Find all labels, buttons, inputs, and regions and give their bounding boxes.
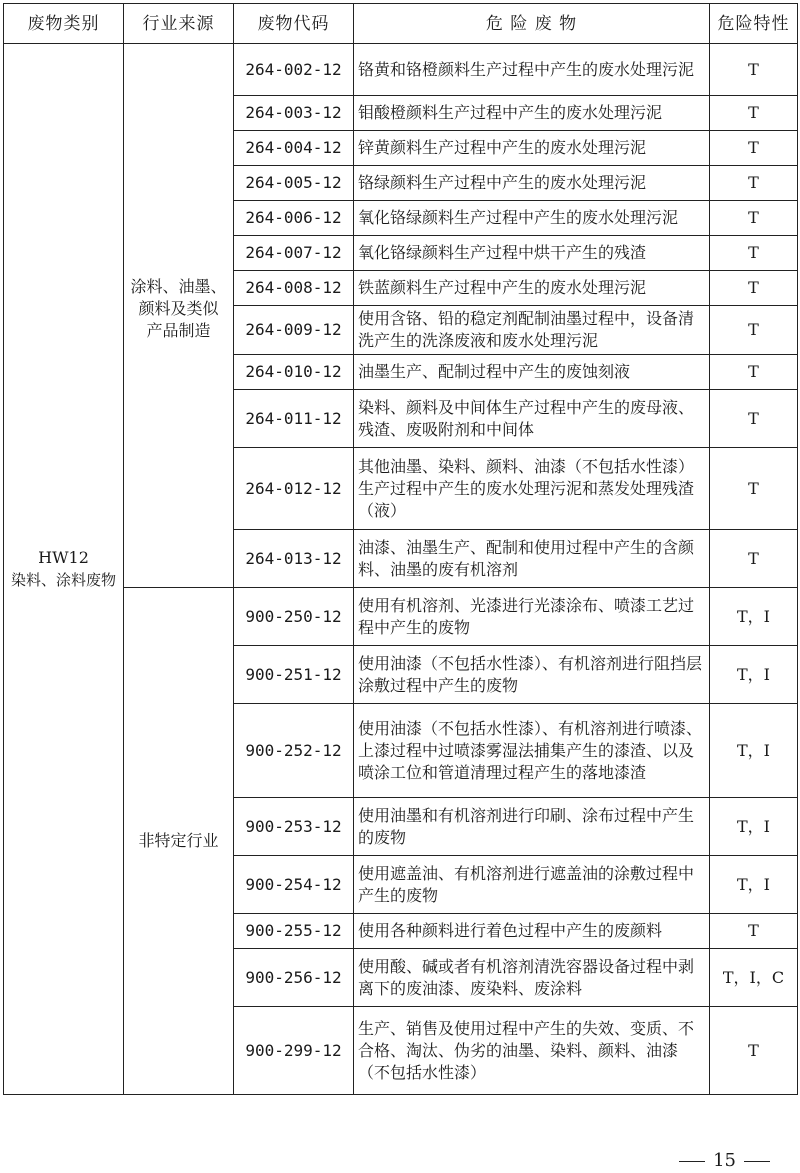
waste-description-cell: 铬黄和铬橙颜料生产过程中产生的废水处理污泥 [354, 44, 710, 96]
hazard-property-cell: T [710, 166, 798, 201]
waste-description-cell: 油墨生产、配制过程中产生的废蚀刻液 [354, 355, 710, 390]
industry-source-line: 非特定行业 [138, 831, 219, 850]
waste-category-cell [4, 44, 124, 1095]
waste-description-cell: 使用各种颜料进行着色过程中产生的废颜料 [354, 914, 710, 949]
waste-description-cell: 生产、销售及使用过程中产生的失效、变质、不合格、淘汰、伪劣的油墨、染料、颜料、油漆（不包括水性漆） [354, 1007, 710, 1095]
header-category: 废物类别 [4, 4, 124, 44]
waste-description-cell: 氧化铬绿颜料生产过程中产生的废水处理污泥 [354, 201, 710, 236]
waste-category-name: 染料、涂料废物 [10, 571, 116, 589]
waste-code-cell: 264-009-12 [234, 306, 354, 355]
hazard-property-cell: T [710, 448, 798, 530]
hazard-property-cell: T [710, 914, 798, 949]
hazard-property-cell: T [710, 96, 798, 131]
industry-source-cell [124, 44, 234, 588]
waste-code-cell: 900-256-12 [234, 949, 354, 1007]
waste-description-cell: 锌黄颜料生产过程中产生的废水处理污泥 [354, 131, 710, 166]
page-dash-right [744, 1161, 770, 1162]
waste-code-cell: 264-005-12 [234, 166, 354, 201]
page-number [671, 1150, 778, 1171]
hazard-property-cell: T，I [710, 588, 798, 646]
hazard-property-cell: T，I [710, 798, 798, 856]
waste-code-cell: 264-007-12 [234, 236, 354, 271]
waste-description-cell: 使用油漆（不包括水性漆）、有机溶剂进行阻挡层涂敷过程中产生的废物 [354, 646, 710, 704]
hazardous-waste-table [3, 3, 798, 1095]
hazard-property-cell: T [710, 306, 798, 355]
waste-description-cell: 其他油墨、染料、颜料、油漆（不包括水性漆）生产过程中产生的废水处理污泥和蒸发处理残渣（液） [354, 448, 710, 530]
waste-code-cell: 900-252-12 [234, 704, 354, 798]
waste-category-code: HW12 [38, 548, 89, 567]
waste-description-cell: 油漆、油墨生产、配制和使用过程中产生的含颜料、油墨的废有机溶剂 [354, 530, 710, 588]
waste-description-cell: 使用油墨和有机溶剂进行印刷、涂布过程中产生的废物 [354, 798, 710, 856]
waste-code-cell: 264-002-12 [234, 44, 354, 96]
hazard-property-cell: T [710, 530, 798, 588]
hazard-property-cell: T，I [710, 704, 798, 798]
waste-code-cell: 900-253-12 [234, 798, 354, 856]
hazard-property-cell: T，I，C [710, 949, 798, 1007]
header-property: 危险特性 [710, 4, 798, 44]
waste-description-cell: 氧化铬绿颜料生产过程中烘干产生的残渣 [354, 236, 710, 271]
industry-source-line: 涂料、油墨、 [130, 277, 227, 296]
page-dash-left [679, 1161, 705, 1162]
page-number-value: 15 [713, 1150, 736, 1171]
waste-description-cell: 使用油漆（不包括水性漆）、有机溶剂进行喷漆、上漆过程中过喷漆雾湿法捕集产生的漆渣、以及喷涂工位和管道清理过程产生的落地漆渣 [354, 704, 710, 798]
waste-description-cell: 使用酸、碱或者有机溶剂清洗容器设备过程中剥离下的废油漆、废染料、废涂料 [354, 949, 710, 1007]
waste-code-cell: 900-254-12 [234, 856, 354, 914]
waste-description-cell: 钼酸橙颜料生产过程中产生的废水处理污泥 [354, 96, 710, 131]
hazard-property-cell: T [710, 390, 798, 448]
hazard-property-cell: T [710, 271, 798, 306]
header-waste: 危 险 废 物 [354, 4, 710, 44]
hazard-property-cell: T，I [710, 856, 798, 914]
waste-code-cell: 264-012-12 [234, 448, 354, 530]
waste-description-cell: 铬绿颜料生产过程中产生的废水处理污泥 [354, 166, 710, 201]
waste-code-cell: 264-013-12 [234, 530, 354, 588]
waste-code-cell: 264-003-12 [234, 96, 354, 131]
waste-description-cell: 使用有机溶剂、光漆进行光漆涂布、喷漆工艺过程中产生的废物 [354, 588, 710, 646]
waste-code-cell: 264-011-12 [234, 390, 354, 448]
waste-code-cell: 900-250-12 [234, 588, 354, 646]
waste-code-cell: 264-008-12 [234, 271, 354, 306]
hazard-property-cell: T [710, 131, 798, 166]
waste-code-cell: 264-004-12 [234, 131, 354, 166]
waste-description-cell: 使用遮盖油、有机溶剂进行遮盖油的涂敷过程中产生的废物 [354, 856, 710, 914]
hazard-property-cell: T [710, 1007, 798, 1095]
hazard-property-cell: T [710, 355, 798, 390]
waste-code-cell: 264-010-12 [234, 355, 354, 390]
waste-code-cell: 900-255-12 [234, 914, 354, 949]
waste-code-cell: 900-251-12 [234, 646, 354, 704]
waste-description-cell: 铁蓝颜料生产过程中产生的废水处理污泥 [354, 271, 710, 306]
table-header-row [4, 4, 798, 44]
table-row [4, 44, 798, 96]
industry-source-line: 颜料及类似 [138, 299, 219, 318]
table-row [4, 588, 798, 646]
industry-source-line: 产品制造 [146, 321, 211, 340]
waste-description-cell: 使用含铬、铅的稳定剂配制油墨过程中，设备清洗产生的洗涤废液和废水处理污泥 [354, 306, 710, 355]
hazard-property-cell: T，I [710, 646, 798, 704]
hazard-property-cell: T [710, 44, 798, 96]
industry-source-cell [124, 588, 234, 1095]
hazard-property-cell: T [710, 236, 798, 271]
hazard-property-cell: T [710, 201, 798, 236]
waste-code-cell: 900-299-12 [234, 1007, 354, 1095]
waste-code-cell: 264-006-12 [234, 201, 354, 236]
header-source: 行业来源 [124, 4, 234, 44]
header-code: 废物代码 [234, 4, 354, 44]
waste-description-cell: 染料、颜料及中间体生产过程中产生的废母液、残渣、废吸附剂和中间体 [354, 390, 710, 448]
